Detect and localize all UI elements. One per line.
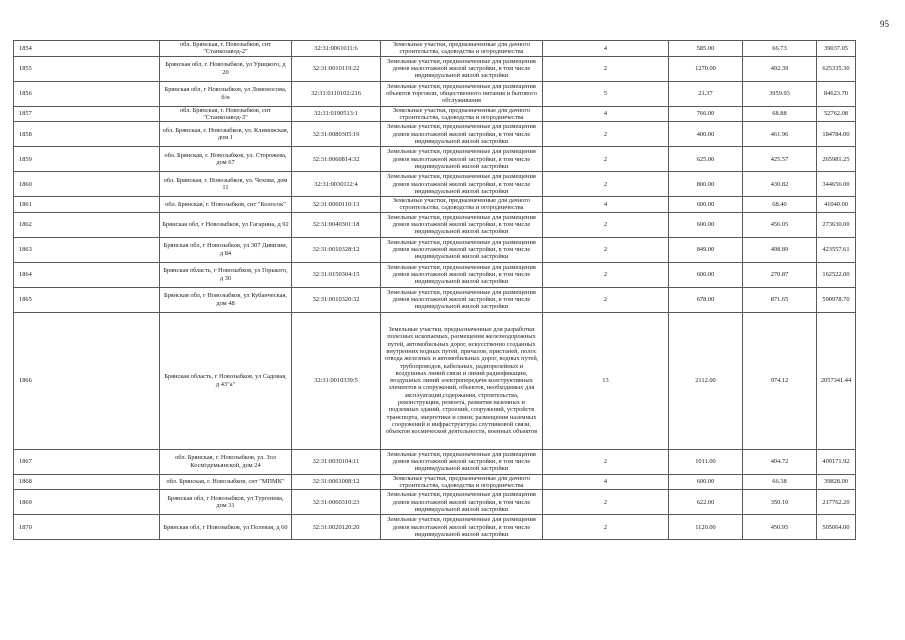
area-cell: 400.00 [669, 122, 743, 147]
group-cell: 5 [543, 81, 669, 106]
cadastral-number-cell: 32:31:0061011:6 [292, 41, 381, 57]
area-cell: 21.37 [669, 81, 743, 106]
table-row [14, 56, 856, 81]
group-cell: 13 [543, 312, 669, 449]
group-cell: 4 [543, 106, 669, 122]
area-cell: 600.00 [669, 197, 743, 213]
rate-cell: 974.12 [743, 312, 817, 449]
rate-cell: 492.39 [743, 56, 817, 81]
table-row [14, 262, 856, 287]
table-row [14, 172, 856, 197]
area-cell: 585.00 [669, 41, 743, 57]
row-number-cell: 1860 [14, 172, 160, 197]
group-cell: 2 [543, 122, 669, 147]
address-cell: Брянская обл, г. Новозыбков, ул Урицкого, д 20 [160, 56, 292, 81]
cadastral-value-cell: 409171.92 [817, 449, 856, 474]
rate-cell: 456.05 [743, 212, 817, 237]
land-use-cell: Земельные участки, предназначенные для размещения объектов торговли, общественного питания и бытового обслуживания [381, 81, 543, 106]
area-cell: 600.00 [669, 262, 743, 287]
table-row [14, 515, 856, 540]
rate-cell: 3959.93 [743, 81, 817, 106]
rate-cell: 425.57 [743, 147, 817, 172]
address-cell: Брянская обл, г Новозыбков, ул Кубанческая, дом 48 [160, 287, 292, 312]
cadastral-value-cell: 39828.00 [817, 474, 856, 490]
table-row [14, 312, 856, 449]
table-body [14, 41, 856, 540]
row-number-cell: 1861 [14, 197, 160, 213]
area-cell: 1011.00 [669, 449, 743, 474]
group-cell: 2 [543, 490, 669, 515]
cadastral-number-cell: 32:31:0040301:18 [292, 212, 381, 237]
area-cell: 800.00 [669, 172, 743, 197]
table-row [14, 106, 856, 122]
area-cell: 766.00 [669, 106, 743, 122]
group-cell: 2 [543, 262, 669, 287]
table-row [14, 474, 856, 490]
cadastral-number-cell: 32:31:0060310:23 [292, 490, 381, 515]
area-cell: 678.00 [669, 287, 743, 312]
cadastral-value-cell: 344656.00 [817, 172, 856, 197]
table-row [14, 490, 856, 515]
land-use-cell: Земельные участки, предназначенные для размещения домов малоэтажной жилой застройки, в том числе индивидуальной жилой застройки [381, 56, 543, 81]
address-cell: обл. Брянская, г. Новозыбков, ул. Сторожева, дом 67 [160, 147, 292, 172]
row-number-cell: 1854 [14, 41, 160, 57]
area-cell: 600.00 [669, 212, 743, 237]
land-use-cell: Земельные участки, предназначенные для размещения домов малоэтажной жилой застройки, в том числе индивидуальной жилой застройки [381, 449, 543, 474]
row-number-cell: 1859 [14, 147, 160, 172]
group-cell: 2 [543, 237, 669, 262]
row-number-cell: 1857 [14, 106, 160, 122]
address-cell: Брянская обл, г Новозыбков, ул Тургенева, дом 31 [160, 490, 292, 515]
land-use-cell: Земельные участки, предназначенные для размещения домов малоэтажной жилой застройки, в том числе индивидуальной жилой застройки [381, 515, 543, 540]
row-number-cell: 1858 [14, 122, 160, 147]
group-cell: 2 [543, 449, 669, 474]
cadastral-number-cell: 32:31:0190513:1 [292, 106, 381, 122]
table-row [14, 41, 856, 57]
cadastral-value-cell: 41040.00 [817, 197, 856, 213]
land-use-cell: Земельные участки, предназначенные для размещения домов малоэтажной жилой застройки, в том числе индивидуальной жилой застройки [381, 212, 543, 237]
cadastral-number-cell: 32:31:0030104:11 [292, 449, 381, 474]
table-row [14, 81, 856, 106]
address-cell: Брянская обл, г Новозыбков, ул Полевая, д 60 [160, 515, 292, 540]
address-cell: обл. Брянская, г. Новозыбков, снт "Станкозавод-2" [160, 41, 292, 57]
land-use-cell: Земельные участки, предназначенные для размещения домов малоэтажной жилой застройки, в том числе индивидуальной жилой застройки [381, 490, 543, 515]
row-number-cell: 1870 [14, 515, 160, 540]
address-cell: обл. Брянская, г. Новозыбков, снт "МПМК" [160, 474, 292, 490]
cadastral-value-cell: 423557.61 [817, 237, 856, 262]
cadastral-number-cell: 32:31:0060110:13 [292, 197, 381, 213]
area-cell: 1120.00 [669, 515, 743, 540]
table-row [14, 287, 856, 312]
cadastral-number-cell: 32:31:0010119:22 [292, 56, 381, 81]
table-row [14, 197, 856, 213]
address-cell: обл. Брянская, г. Новозыбков, ул. Климовская, дом 1 [160, 122, 292, 147]
area-cell: 625.00 [669, 147, 743, 172]
land-use-cell: Земельные участки, предназначенные для дачного строительства, садоводства и огородничества [381, 106, 543, 122]
land-use-cell: Земельные участки, предназначенные для разработки полезных ископаемых, размещения железнодорожных путей, автомобильных дорог, искусственно созданных внутренних водных путей, причалов, пристаней, полос отвода железных и автомобильных дорог, водных путей, трубопроводов, кабельных, радиорелейных и воздушных линий связи и линий радиофикации, воздушных линий электропередачи конструктивных элементов и сооружений, объектов, необходимых для эксплуатации,содержания, строительства, реконструкции, ремонта, развития наземных и подземных зданий, строений, сооружений, устройств транспорта, энергетики и связи; размещения наземных сооружений и инфраструктуры спутниковой связи, объектов космической деятельности, военных объектов [381, 312, 543, 449]
table-row [14, 449, 856, 474]
address-cell: Брянская область, г Новозыбков, ул Горького, д 30 [160, 262, 292, 287]
land-use-cell: Земельные участки, предназначенные для размещения домов малоэтажной жилой застройки, в том числе индивидуальной жилой застройки [381, 147, 543, 172]
rate-cell: 68.40 [743, 197, 817, 213]
cadastral-value-cell: 590978.70 [817, 287, 856, 312]
cadastral-number-cell: 32:31:0010320:32 [292, 287, 381, 312]
area-cell: 600.00 [669, 474, 743, 490]
row-number-cell: 1862 [14, 212, 160, 237]
group-cell: 2 [543, 56, 669, 81]
rate-cell: 461.96 [743, 122, 817, 147]
cadastral-value-cell: 265981.25 [817, 147, 856, 172]
cadastral-value-cell: 84623.70 [817, 81, 856, 106]
row-number-cell: 1864 [14, 262, 160, 287]
row-number-cell: 1867 [14, 449, 160, 474]
row-number-cell: 1855 [14, 56, 160, 81]
rate-cell: 66.73 [743, 41, 817, 57]
land-use-cell: Земельные участки, предназначенные для размещения домов малоэтажной жилой застройки, в том числе индивидуальной жилой застройки [381, 287, 543, 312]
row-number-cell: 1866 [14, 312, 160, 449]
area-cell: 849.00 [669, 237, 743, 262]
address-cell: обл. Брянская, г. Новозыбков, ул. Чехова, дом 11 [160, 172, 292, 197]
group-cell: 4 [543, 474, 669, 490]
rate-cell: 450.95 [743, 515, 817, 540]
group-cell: 2 [543, 147, 669, 172]
group-cell: 2 [543, 212, 669, 237]
area-cell: 1270.00 [669, 56, 743, 81]
cadastral-value-cell: 52762.08 [817, 106, 856, 122]
group-cell: 4 [543, 41, 669, 57]
area-cell: 622.00 [669, 490, 743, 515]
cadastral-number-cell: 32:31:0080305:19 [292, 122, 381, 147]
cadastral-number-cell: 32:31:0110102:216 [292, 81, 381, 106]
rate-cell: 430.82 [743, 172, 817, 197]
cadastral-value-cell: 625335.30 [817, 56, 856, 81]
address-cell: обл. Брянская, г. Новозыбков, ул. Зол Космодемьянской, дом 24 [160, 449, 292, 474]
address-cell: Брянская область, г Новозыбков, ул Садовая, д 43"а" [160, 312, 292, 449]
land-parcels-table [13, 40, 856, 540]
cadastral-value-cell: 39037.05 [817, 41, 856, 57]
group-cell: 2 [543, 287, 669, 312]
rate-cell: 498.89 [743, 237, 817, 262]
group-cell: 2 [543, 172, 669, 197]
row-number-cell: 1868 [14, 474, 160, 490]
land-use-cell: Земельные участки, предназначенные для размещения домов малоэтажной жилой застройки, в том числе индивидуальной жилой застройки [381, 237, 543, 262]
row-number-cell: 1863 [14, 237, 160, 262]
rate-cell: 350.10 [743, 490, 817, 515]
group-cell: 2 [543, 515, 669, 540]
cadastral-value-cell: 184784.00 [817, 122, 856, 147]
cadastral-number-cell: 32:31:0010339:5 [292, 312, 381, 449]
cadastral-number-cell: 32:31:0060814:32 [292, 147, 381, 172]
page-number: 95 [880, 19, 889, 29]
cadastral-number-cell: 32:31:0010328:12 [292, 237, 381, 262]
cadastral-number-cell: 32:31:0150304:15 [292, 262, 381, 287]
table-row [14, 147, 856, 172]
area-cell: 2112.00 [669, 312, 743, 449]
cadastral-number-cell: 32:31:0061008:12 [292, 474, 381, 490]
table-row [14, 212, 856, 237]
rate-cell: 270.87 [743, 262, 817, 287]
rate-cell: 68.88 [743, 106, 817, 122]
land-use-cell: Земельные участки, предназначенные для дачного строительства, садоводства и огородничества [381, 197, 543, 213]
cadastral-number-cell: 32:31:0020120:20 [292, 515, 381, 540]
row-number-cell: 1869 [14, 490, 160, 515]
group-cell: 4 [543, 197, 669, 213]
cadastral-value-cell: 162522.00 [817, 262, 856, 287]
row-number-cell: 1865 [14, 287, 160, 312]
cadastral-value-cell: 505064.00 [817, 515, 856, 540]
address-cell: Брянская обл, г Новозыбков, ул 307 Дивизии, д 84 [160, 237, 292, 262]
table-row [14, 122, 856, 147]
address-cell: Брянская обл, г Новозыбков, ул Ломоносова, б/н [160, 81, 292, 106]
rate-cell: 871.65 [743, 287, 817, 312]
address-cell: обл. Брянская, г. Новозыбков, снт "Колосок" [160, 197, 292, 213]
address-cell: Брянская обл, г Новозыбков, ул Гагарина, д 92 [160, 212, 292, 237]
table-row [14, 237, 856, 262]
land-use-cell: Земельные участки, предназначенные для размещения домов малоэтажной жилой застройки, в том числе индивидуальной жилой застройки [381, 262, 543, 287]
address-cell: обл. Брянская, г. Новозыбков, снт "Станкозавод-3" [160, 106, 292, 122]
cadastral-value-cell: 2057341.44 [817, 312, 856, 449]
cadastral-value-cell: 273630.00 [817, 212, 856, 237]
land-use-cell: Земельные участки, предназначенные для дачного строительства, садоводства и огородничества [381, 474, 543, 490]
rate-cell: 404.72 [743, 449, 817, 474]
row-number-cell: 1856 [14, 81, 160, 106]
cadastral-value-cell: 217762.20 [817, 490, 856, 515]
land-use-cell: Земельные участки, предназначенные для размещения домов малоэтажной жилой застройки, в том числе индивидуальной жилой застройки [381, 122, 543, 147]
rate-cell: 66.38 [743, 474, 817, 490]
land-use-cell: Земельные участки, предназначенные для дачного строительства, садоводства и огородничества [381, 41, 543, 57]
cadastral-number-cell: 32:31:0030112:4 [292, 172, 381, 197]
land-use-cell: Земельные участки, предназначенные для размещения домов малоэтажной жилой застройки, в том числе индивидуальной жилой застройки [381, 172, 543, 197]
